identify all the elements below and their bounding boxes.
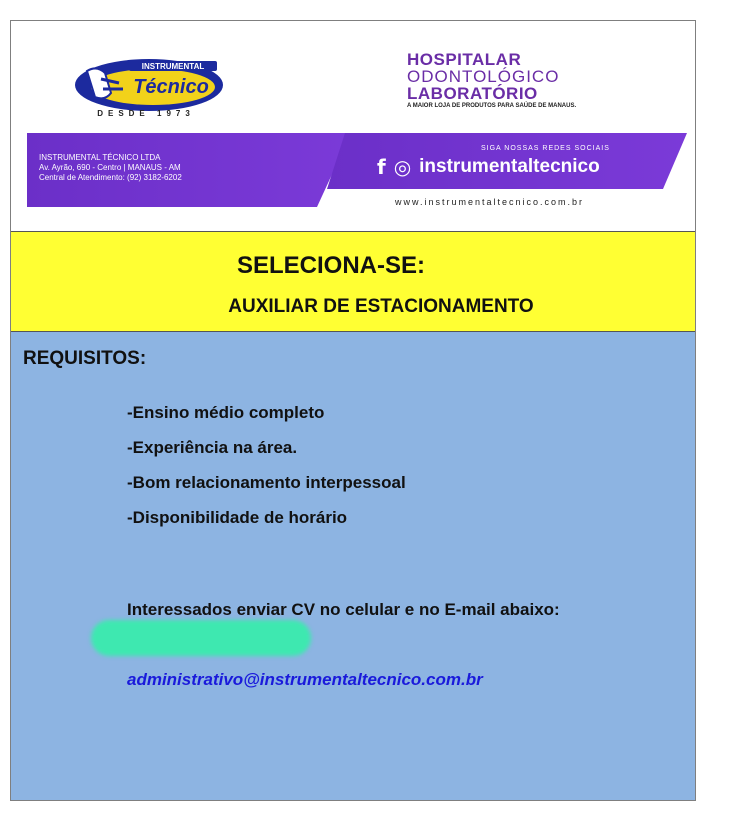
company-line-2: Av. Ayrão, 690 - Centro | MANAUS - AM bbox=[39, 163, 181, 172]
requirements-list bbox=[127, 402, 406, 542]
flyer-header bbox=[11, 21, 695, 231]
logo-brand-main: Técnico bbox=[133, 76, 209, 98]
social-handle[interactable]: instrumentaltecnico bbox=[419, 156, 600, 177]
requirements-title: REQUISITOS: bbox=[23, 348, 147, 369]
requirement-item: -Bom relacionamento interpessoal bbox=[127, 473, 406, 492]
contact-instructions: Interessados enviar CV no celular e no E-mail abaixo: bbox=[127, 600, 560, 619]
social-handle-row[interactable] bbox=[377, 155, 600, 179]
banner-headline: SELECIONA-SE: bbox=[236, 252, 425, 279]
title-line-3: LABORATÓRIO bbox=[407, 84, 538, 103]
requirements-section bbox=[11, 332, 695, 800]
title-line-1: HOSPITALAR bbox=[407, 50, 522, 69]
instagram-icon[interactable]: ◎ bbox=[393, 155, 412, 179]
redaction-mark bbox=[91, 620, 311, 656]
company-line-1: INSTRUMENTAL TÉCNICO LTDA bbox=[39, 153, 161, 162]
social-cta: SIGA NOSSAS REDES SOCIAIS bbox=[481, 145, 610, 152]
requirement-item: -Ensino médio completo bbox=[127, 403, 325, 422]
banner-position: AUXILIAR DE ESTACIONAMENTO bbox=[228, 296, 534, 317]
logo-brand-top: INSTRUMENTAL bbox=[141, 62, 205, 71]
tagline: A MAIOR LOJA DE PRODUTOS PARA SAÚDE DE MANAUS. bbox=[407, 103, 577, 109]
instrumental-tecnico-logo bbox=[67, 47, 227, 137]
company-line-3: Central de Atendimento: (92) 3182-6202 bbox=[39, 173, 182, 182]
desde-label: DESDE 1973 bbox=[97, 109, 195, 118]
flyer-frame bbox=[10, 20, 696, 801]
title-line-2: ODONTOLÓGICO bbox=[407, 67, 560, 86]
requirement-item: -Experiência na área. bbox=[127, 438, 298, 457]
contact-email-link[interactable]: administrativo@instrumentaltecnico.com.br bbox=[127, 670, 483, 689]
facebook-icon[interactable]: f bbox=[377, 155, 386, 179]
title-block bbox=[407, 51, 637, 109]
job-banner bbox=[11, 231, 695, 332]
website-link[interactable]: www.instrumentaltecnico.com.br bbox=[395, 197, 585, 207]
company-info bbox=[39, 153, 182, 183]
requirement-item: -Disponibilidade de horário bbox=[127, 508, 348, 527]
